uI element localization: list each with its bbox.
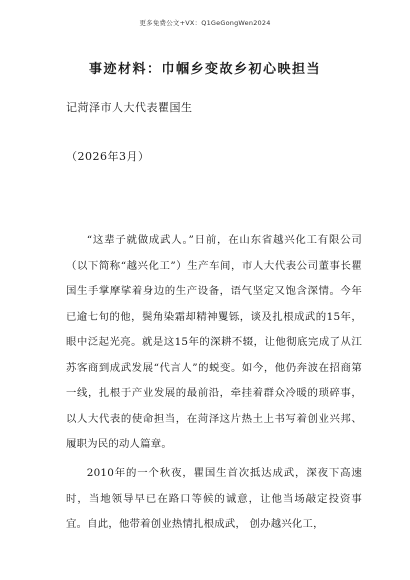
header-note: 更多免费公文+VX：Q1GeGongWen2024 [139, 19, 271, 27]
document-title: 事迹材料：巾帼乡变故乡初心映担当 [88, 62, 321, 77]
body-paragraph: “这辈子就做成武人。”日前，在山东省越兴化工有限公司（以下简称“越兴化工”）生产车间，市人大代表公司董事长瞿国生手掌摩挲着身边的生产设备，语气坚定又饱含深情。今年已逾七旬的他，鬓角染霜却精神矍铄，谈及扎根成武的15年，眼中泛起光亮。就是这15年的深耕不辍，让他彻底完成了从江苏客商到成武发展“代言人”的蜕变。如今，他仍奔波在招商第一线，扎根于产业发展的最前沿，牵挂着群众冷暖的琐碎事，以人大代表的使命担当，在菏泽这片热土上书写着创业兴邦、履职为民的动人篇章。 [66, 234, 362, 450]
document-subtitle: 记菏泽市人大代表瞿国生 [66, 101, 193, 114]
body-paragraph: 2010年的一个秋夜，瞿国生首次抵达成武，深夜下高速时，当地领导早已在路口等候的诚意，让他当场敲定投资事宜。自此，他带着创业热情扎根成武， 创办越兴化工， [66, 467, 362, 530]
document-date: （2026年3月） [66, 150, 150, 163]
